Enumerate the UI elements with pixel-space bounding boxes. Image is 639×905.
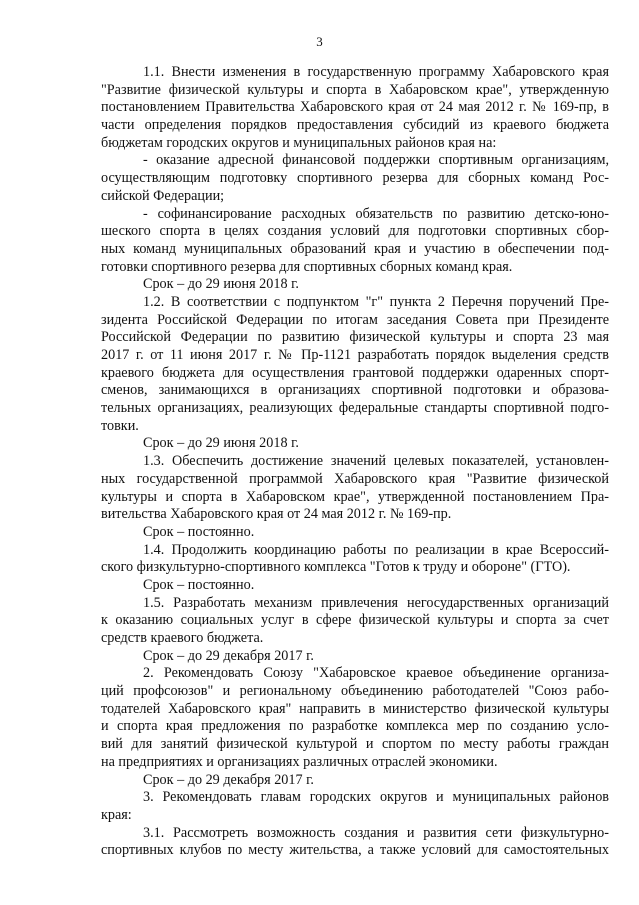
text-line: сменов, занимающихся в организациях спортивной подготовки и образова- [101,382,609,399]
text-line: 3.1. Рассмотреть возможность создания и развития сети физкультурно- [143,824,609,841]
text-line: 1.1. Внести изменения в государственную программу Хабаровского края [143,64,609,80]
text-line: Срок – до 29 июня 2018 г. [143,435,299,452]
text-line: - софинансирование расходных обязательств по развитию детско-юно- [143,205,609,222]
text-line: вительства Хабаровского края от 24 мая 2012 г. № 169-пр. [101,506,452,523]
text-line: 1.3. Обеспечить достижение значений целевых показателей, установлен- [143,453,609,470]
text-line: 1.4. Продолжить координацию работы по реализации в крае Всероссий- [143,541,609,558]
text-line: к оказанию социальных услуг в сфере физической культуры и спорта за счет [101,612,609,629]
text-line: 2. Рекомендовать Союзу "Хабаровское краевое объединение организа- [143,665,609,682]
text-line: ных государственной программой Хабаровского края "Развитие физической [101,470,609,487]
text-line: 1.5. Разработать механизм привлечения негосударственных организаций [143,594,609,611]
text-line: - оказание адресной финансовой поддержки спортивным организациям, [143,152,609,169]
text-line: культуры и спорта в Хабаровском крае", утвержденной постановлением Пра- [101,488,609,505]
page-number: 3 [316,34,323,49]
text-line: 3. Рекомендовать главам городских округов и муниципальных районов [143,789,609,806]
text-line: краевого бюджета для осуществления грантовой поддержки одаренных спорт- [101,364,609,381]
document-body [101,64,609,860]
text-line: вий для занятий физической культурой и спортом по месту работы граждан [101,736,609,753]
text-line: Российской Федерации по развитию физической культуры и спорта 23 мая [101,329,609,346]
text-line: Срок – постоянно. [143,576,255,593]
text-line: тодателей Хабаровского края" направить в министерство физической культуры [101,700,609,717]
text-line: Срок – до 29 июня 2018 г. [143,276,299,293]
text-line: ных команд муниципальных образований края и участию в обеспечении под- [101,240,609,257]
text-line: товки. [101,417,139,434]
text-line: ций профсоюзов" и региональному объединению работодателей "Союз рабо- [101,683,609,700]
text-line: Срок – постоянно. [143,523,255,540]
text-line: сийской Федерации; [101,187,225,204]
text-line: Срок – до 29 декабря 2017 г. [143,771,314,788]
text-line: спортивных клубов по месту жительства, а также условий для самостоятельных [101,842,609,859]
text-line: на предприятиях и организациях различных отраслей экономики. [101,753,498,770]
text-line: и спорта края предложения по разработке комплекса мер по созданию усло- [101,718,609,735]
text-line: ского физкультурно-спортивного комплекса "Готов к труду и обороне" (ГТО). [101,559,571,576]
text-line: края: [101,806,132,823]
text-line: части определения порядков предоставления субсидий из краевого бюджета [101,117,609,134]
text-line: 1.2. В соответствии с подпунктом "г" пункта 2 Перечня поручений Пре- [143,293,609,310]
text-line: 2017 г. от 11 июня 2017 г. № Пр-1121 разработать порядок выделения средств [101,347,609,363]
text-line: тельных организациях, реализующих федеральные стандарты спортивной подго- [101,400,609,417]
text-line: средств краевого бюджета. [101,630,264,646]
text-line: бюджетам городских округов и муниципальных районов края на: [101,134,497,151]
text-line: "Развитие физической культуры и спорта в Хабаровском крае", утвержденную [101,81,609,98]
text-line: зидента Российской Федерации по итогам заседания Совета при Президенте [101,311,609,328]
text-line: постановлением Правительства Хабаровского края от 24 мая 2012 г. № 169-пр, в [101,99,609,116]
text-line: готовки спортивного резерва для спортивных сборных команд края. [101,258,513,275]
text-line: осуществляющим подготовку спортивного резерва для сборных команд Рос- [101,170,609,187]
text-line: Срок – до 29 декабря 2017 г. [143,647,314,664]
text-line: шеского спорта в целях создания условий для подготовки спортивных сбор- [101,223,609,240]
